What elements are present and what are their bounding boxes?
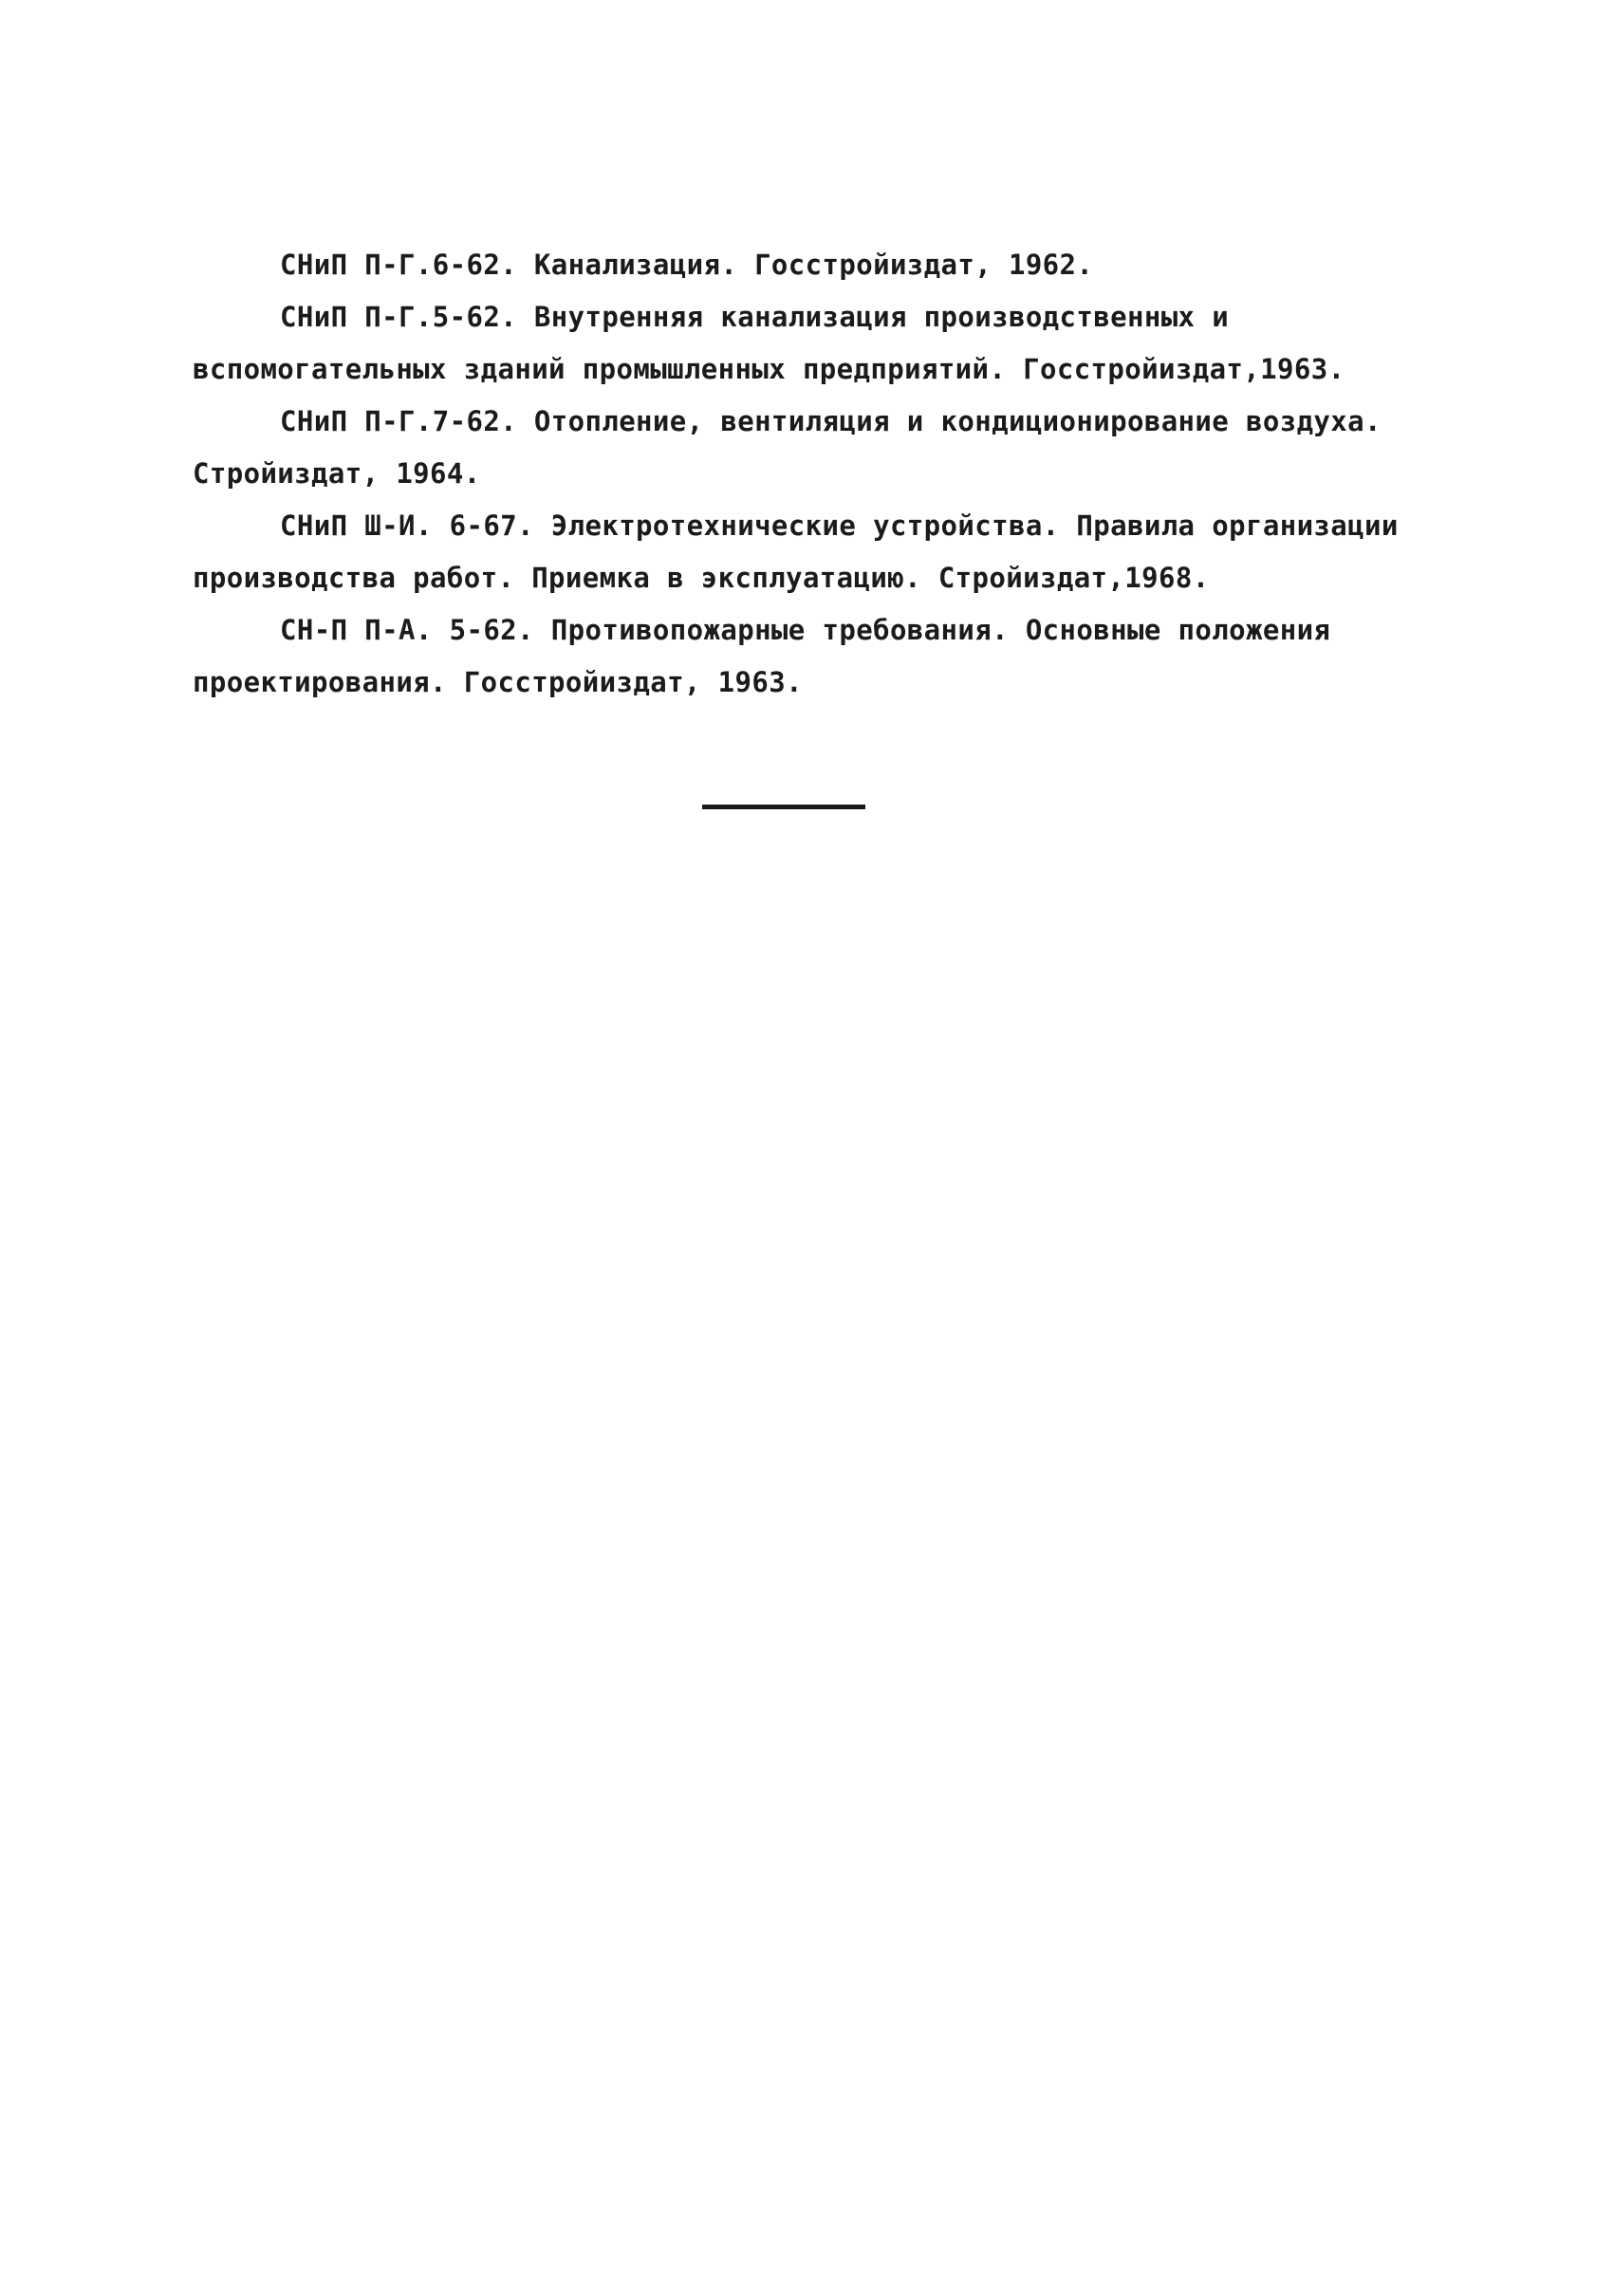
end-of-document-rule: [702, 805, 865, 809]
reference-item: СН-П П-А. 5-62. Противопожарные требования. Основные положения проектирования. Госстройиздат, 1963.: [193, 614, 1331, 698]
reference-item: СНиП П-Г.5-62. Внутренняя канализация производственных и вспомогательных зданий промышленных предприятий. Госстройиздат,1963.: [193, 301, 1345, 385]
reference-item: СНиП П-Г.7-62. Отопление, вентиляция и кондиционирование воздуха. Стройиздат, 1964.: [193, 405, 1382, 490]
reference-list: [193, 239, 1483, 709]
reference-item: СНиП Ш-И. 6-67. Электротехнические устройства. Правила организации производства работ. Приемка в эксплуатацию. Стройиздат,1968.: [193, 509, 1399, 594]
reference-item: СНиП П-Г.6-62. Канализация. Госстройиздат, 1962.: [280, 249, 1094, 281]
